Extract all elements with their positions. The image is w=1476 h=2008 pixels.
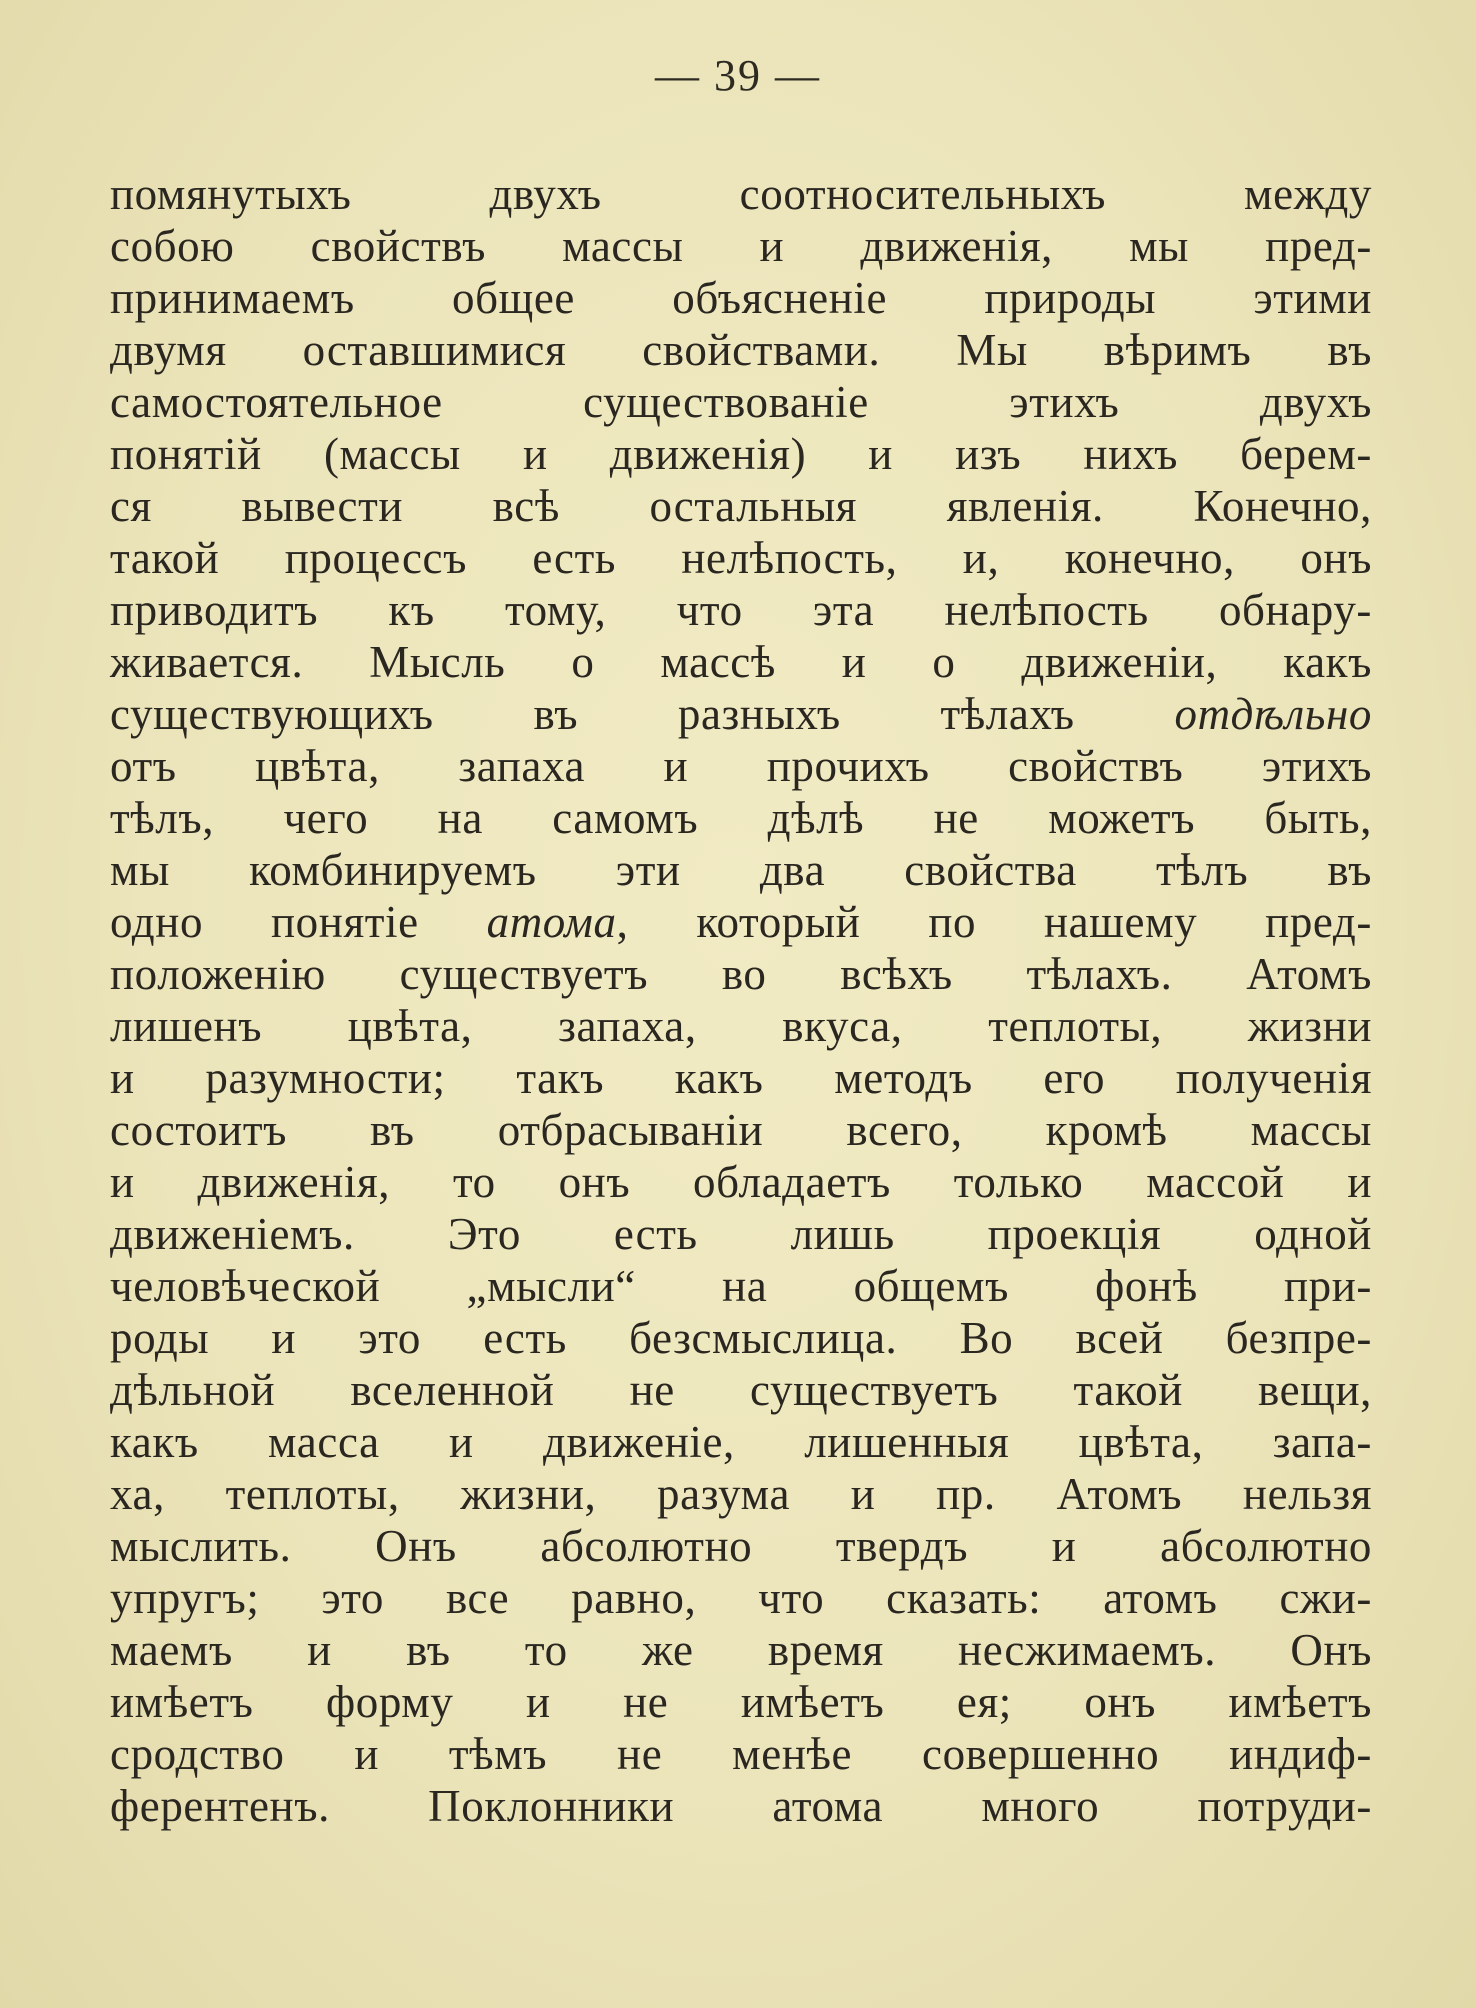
text-line: ха, теплоты, жизни, разума и пр. Атомъ нельзя	[110, 1469, 1372, 1519]
text-segment: одно понятіе	[110, 897, 419, 947]
italic-word: атома	[486, 897, 617, 947]
text-line: двумя оставшимися свойствами. Мы вѣримъ въ	[110, 325, 1372, 375]
text-segment: , который по нашему пред-	[616, 897, 1372, 947]
text-line: самостоятельное существованіе этихъ двухъ	[110, 377, 1372, 427]
text-line-with-italic	[110, 896, 1372, 948]
text-line: сродство и тѣмъ не менѣе совершенно индиф-	[110, 1729, 1372, 1779]
body-text	[110, 168, 1372, 1832]
text-line: приводитъ къ тому, что эта нелѣпость обнару-	[110, 585, 1372, 635]
text-line: лишенъ цвѣта, запаха, вкуса, теплоты, жизни	[110, 1001, 1372, 1051]
text-line: ферентенъ. Поклонники атома много потруди-	[110, 1781, 1372, 1831]
text-line: положенію существуетъ во всѣхъ тѣлахъ. Атомъ	[110, 949, 1372, 999]
text-line: такой процессъ есть нелѣпость, и, конечно, онъ	[110, 533, 1372, 583]
text-line: какъ масса и движеніе, лишенныя цвѣта, запа-	[110, 1417, 1372, 1467]
text-line: мы комбинируемъ эти два свойства тѣлъ въ	[110, 845, 1372, 895]
text-line: мыслить. Онъ абсолютно твердъ и абсолютно	[110, 1521, 1372, 1571]
text-line: упругъ; это все равно, что сказать: атомъ сжи-	[110, 1573, 1372, 1623]
text-line: ся вывести всѣ остальныя явленія. Конечно,	[110, 481, 1372, 531]
text-line: маемъ и въ то же время несжимаемъ. Онъ	[110, 1625, 1372, 1675]
text-line: помянутыхъ двухъ соотносительныхъ между	[110, 169, 1372, 219]
text-line: движеніемъ. Это есть лишь проекція одной	[110, 1209, 1372, 1259]
text-line: роды и это есть безсмыслица. Во всей безпре-	[110, 1313, 1372, 1363]
text-line: человѣческой „мысли“ на общемъ фонѣ при-	[110, 1261, 1372, 1311]
text-line: собою свойствъ массы и движенія, мы пред-	[110, 221, 1372, 271]
text-line: состоитъ въ отбрасываніи всего, кромѣ массы	[110, 1105, 1372, 1155]
text-line: живается. Мысль о массѣ и о движеніи, какъ	[110, 637, 1372, 687]
text-line: отъ цвѣта, запаха и прочихъ свойствъ этихъ	[110, 741, 1372, 791]
text-line: дѣльной вселенной не существуетъ такой вещи,	[110, 1365, 1372, 1415]
text-line: принимаемъ общее объясненіе природы этими	[110, 273, 1372, 323]
text-line: и разумности; такъ какъ методъ его полученія	[110, 1053, 1372, 1103]
italic-word: отдѣльно	[1174, 689, 1372, 739]
text-line: имѣетъ форму и не имѣетъ ея; онъ имѣетъ	[110, 1677, 1372, 1727]
text-line: и движенія, то онъ обладаетъ только массой и	[110, 1157, 1372, 1207]
text-line: тѣлъ, чего на самомъ дѣлѣ не можетъ быть,	[110, 793, 1372, 843]
page-number: — 39 —	[655, 51, 821, 100]
text-line: понятій (массы и движенія) и изъ нихъ берем-	[110, 429, 1372, 479]
text-line-with-italic	[110, 688, 1372, 740]
text-segment: существующихъ въ разныхъ тѣлахъ	[110, 689, 1075, 739]
